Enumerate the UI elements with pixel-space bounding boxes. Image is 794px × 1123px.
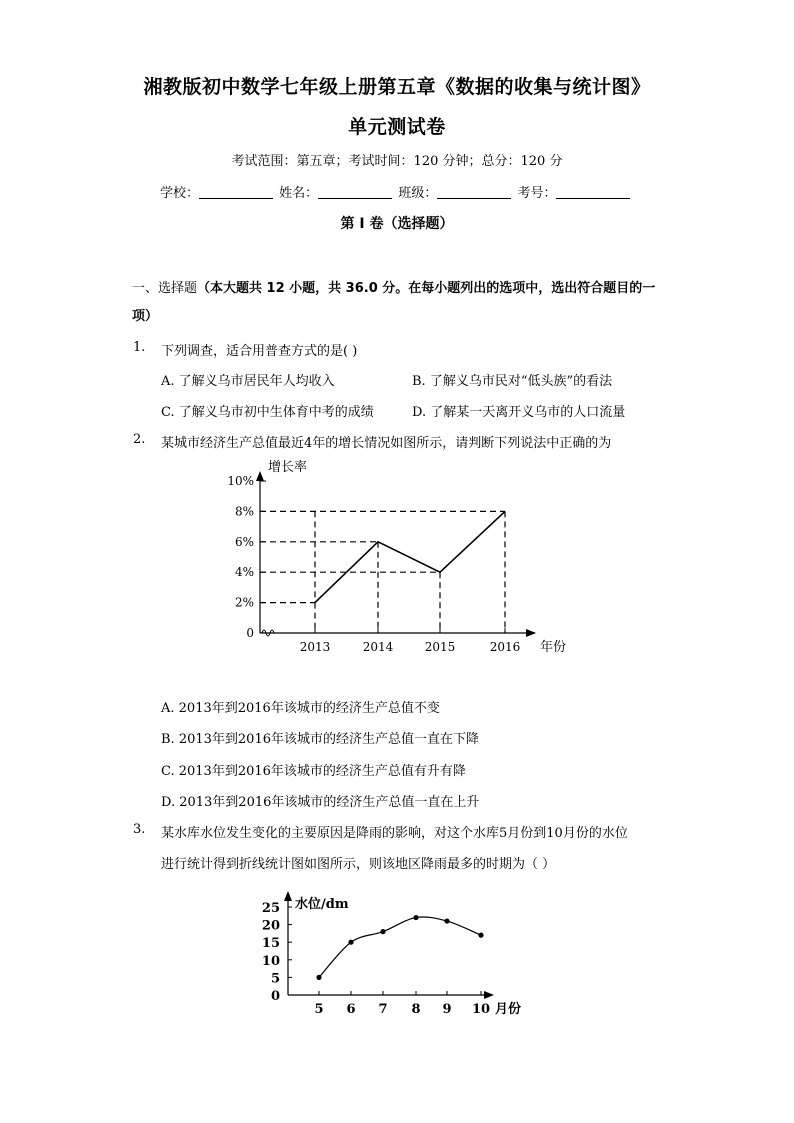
y-tick-label: 15 — [261, 936, 280, 952]
y-tick-label: 20 — [261, 918, 280, 934]
y-axis-label: 增长率 — [268, 460, 308, 475]
y-axis-arrow — [284, 891, 292, 901]
data-point — [316, 975, 321, 980]
section-heading — [132, 275, 672, 331]
y-tick-label: 10% — [227, 474, 254, 488]
question-2-option-a[interactable]: A. 2013年到2016年该城市的经济生产总值不变 — [161, 701, 440, 716]
series-line — [315, 511, 505, 602]
volume-heading: 第 I 卷（选择题） — [340, 216, 454, 232]
question-3-stem-line2: 进行统计得到折线统计图如图所示，则该地区降雨最多的时期为（ ） — [161, 857, 556, 872]
y-tick-label: 10 — [261, 953, 280, 969]
y-axis-label: 水位/dm — [295, 897, 349, 912]
student-info-fields — [160, 182, 632, 201]
data-point — [380, 929, 385, 934]
x-axis-label: 年份 — [540, 640, 567, 655]
x-tick-label: 8 — [411, 1002, 421, 1017]
exam-info: 考试范围：第五章；考试时间：120 分钟；总分：120 分 — [231, 154, 563, 169]
y-tick-label: 8% — [234, 504, 254, 519]
school-blank[interactable] — [199, 186, 273, 199]
question-2-option-b[interactable]: B. 2013年到2016年该城市的经济生产总值一直在下降 — [161, 732, 479, 747]
y-axis-arrow — [256, 471, 264, 481]
question-1-option-d[interactable]: D. 了解某一天离开义乌市的人口流量 — [412, 405, 626, 420]
y-tick-label: 4% — [234, 565, 254, 580]
y-tick-label: 2% — [234, 595, 254, 610]
exam-subtitle: 单元测试卷 — [348, 116, 446, 138]
question-1-stem: 下列调查，适合用普查方式的是( ) — [161, 344, 358, 359]
question-2-option-c[interactable]: C. 2013年到2016年该城市的经济生产总值有升有降 — [161, 764, 466, 779]
question-2-stem: 某城市经济生产总值最近4年的增长情况如图所示，请判断下列说法中正确的为 — [161, 436, 612, 451]
question-3-number: 3. — [133, 822, 146, 837]
water-level-line-chart — [255, 885, 555, 1025]
data-point — [478, 933, 483, 938]
growth-rate-line-chart — [200, 450, 600, 665]
question-1-option-c[interactable]: C. 了解义乌市初中生体育中考的成绩 — [161, 405, 374, 420]
x-tick-label: 2015 — [424, 640, 456, 654]
x-axis-label: 月份 — [495, 1002, 522, 1017]
x-axis-arrow — [526, 629, 536, 637]
section-instructions: （本大题共 12 小题，共 36.0 分。在每小题列出的选项中，选出符合题目的一项） — [132, 281, 656, 324]
origin-label: 0 — [246, 626, 254, 640]
school-label: 学校： — [160, 186, 200, 201]
section-label: 一、选择题 — [132, 281, 198, 296]
data-point — [348, 940, 353, 945]
y-tick-label: 25 — [261, 901, 280, 916]
question-1-option-a[interactable]: A. 了解义乌市居民年人均收入 — [161, 374, 335, 389]
x-tick-label: 6 — [346, 1002, 356, 1017]
y-tick-label: 6% — [234, 534, 254, 549]
x-axis-arrow — [484, 991, 494, 999]
exam-number-blank[interactable] — [556, 186, 630, 199]
exam-title: 湘教版初中数学七年级上册第五章《数据的收集与统计图》 — [143, 76, 651, 98]
y-tick-label: 5 — [270, 971, 280, 987]
x-tick-label: 7 — [378, 1002, 388, 1017]
exam-number-label: 考号： — [517, 186, 557, 201]
question-3-stem-line1: 某水库水位发生变化的主要原因是降雨的影响，对这个水库5月份到10月份的水位 — [161, 826, 628, 841]
data-point — [444, 918, 449, 923]
question-1-number: 1. — [133, 340, 146, 355]
x-tick-label: 10 — [471, 1002, 491, 1017]
question-2-number: 2. — [133, 432, 146, 447]
data-point — [413, 915, 418, 920]
x-tick-label: 2016 — [489, 640, 521, 654]
name-label: 姓名： — [279, 186, 319, 201]
name-blank[interactable] — [318, 186, 392, 199]
class-label: 班级： — [398, 186, 438, 201]
question-2-option-d[interactable]: D. 2013年到2016年该城市的经济生产总值一直在上升 — [161, 795, 480, 810]
series-line — [319, 917, 481, 977]
question-1-option-b[interactable]: B. 了解义乌市民对“低头族”的看法 — [412, 374, 613, 389]
x-tick-label: 2014 — [362, 640, 394, 654]
origin-label: 0 — [270, 989, 280, 1004]
x-tick-label: 2013 — [299, 640, 331, 654]
x-tick-label: 5 — [314, 1002, 324, 1017]
x-tick-label: 9 — [442, 1002, 452, 1017]
class-blank[interactable] — [437, 186, 511, 199]
